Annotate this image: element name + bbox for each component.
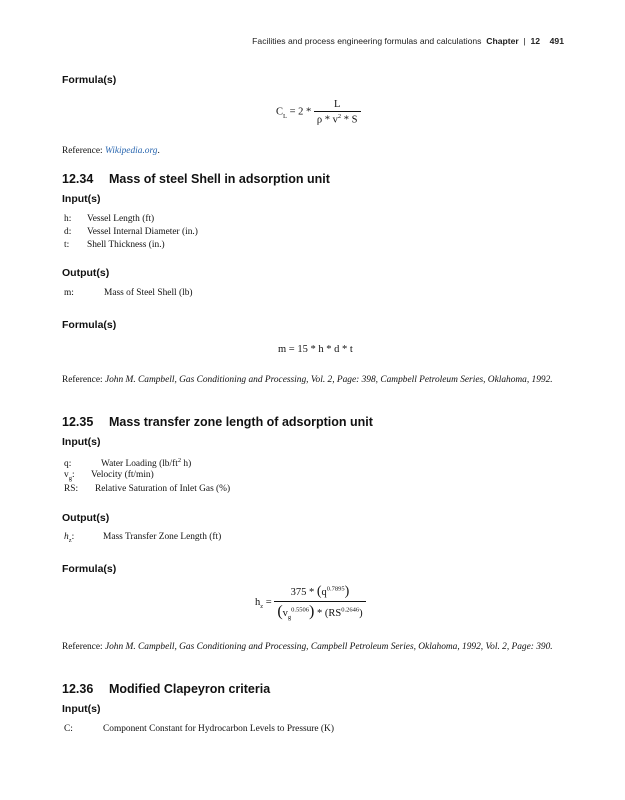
reference: Reference: John M. Campbell, Gas Conditioning and Processing, Campbell Petroleum Series, Oklahoma, 1992, Vol. 2, Page: 390. [62, 642, 553, 652]
chapter-number: 12 [530, 36, 541, 46]
input-heading: Input(s) [62, 703, 101, 715]
formula-mass: m = 15 * h * d * t [278, 344, 353, 355]
fraction: $\frac{L}{\rho * v^2 * S}$ [314, 99, 361, 126]
formula-heading: Formula(s) [62, 319, 117, 331]
output-heading: Output(s) [62, 512, 110, 524]
formula-heading: Formula(s) [62, 74, 117, 86]
output-heading: Output(s) [62, 267, 110, 279]
output-item: $h_z$: Mass Transfer Zone Length (ft) [64, 532, 222, 544]
output-item: m: Mass of Steel Shell (lb) [64, 288, 193, 298]
formula-heading: Formula(s) [62, 563, 117, 575]
input-heading: Input(s) [62, 436, 101, 448]
running-head [252, 36, 564, 46]
formula-hz: $h_z$ = $\frac{375 * (q^{0.7895})}{(v_g^{0.5506}) * (RS^{0.2646})}$ [255, 584, 366, 621]
chapter-separator: | [523, 36, 526, 46]
running-head-title: Facilities and process engineering formulas and calculations [252, 36, 482, 46]
section-title-12-34: 12.34 Mass of steel Shell in adsorption unit [62, 172, 330, 186]
chapter-label: Chapter [486, 36, 519, 46]
reference: Reference: Wikipedia.org. [62, 146, 160, 156]
input-item: C: Component Constant for Hydrocarbon Levels to Pressure (K) [64, 724, 334, 734]
input-item: t: Shell Thickness (in.) [64, 240, 165, 250]
section-title-12-36: 12.36 Modified Clapeyron criteria [62, 682, 271, 696]
input-item: $v_g$: Velocity (ft/min) [64, 470, 154, 482]
input-item: h: Vessel Length (ft) [64, 214, 155, 224]
input-item: q: Water Loading ($lb/ft^2$ h) [64, 457, 192, 470]
input-heading: Input(s) [62, 193, 101, 205]
section-title-12-35: 12.35 Mass transfer zone length of adsorption unit [62, 415, 373, 429]
formula-cl: $C_L = 2$ * $\frac{L}{\rho * v^2 * S}$ [276, 99, 361, 126]
page-number: 491 [549, 36, 564, 46]
input-item: RS: Relative Saturation of Inlet Gas (%) [64, 484, 231, 494]
input-item: d: Vessel Internal Diameter (in.) [64, 227, 198, 237]
fraction: $\frac{375 * (q^{0.7895})}{(v_g^{0.5506}) * (RS^{0.2646})}$ [274, 584, 365, 621]
reference: Reference: John M. Campbell, Gas Conditioning and Processing, Vol. 2, Page: 398, Campbell Petroleum Series, Oklahoma, 1992. [62, 375, 553, 385]
wikipedia-link[interactable]: Wikipedia.org [104, 146, 158, 156]
